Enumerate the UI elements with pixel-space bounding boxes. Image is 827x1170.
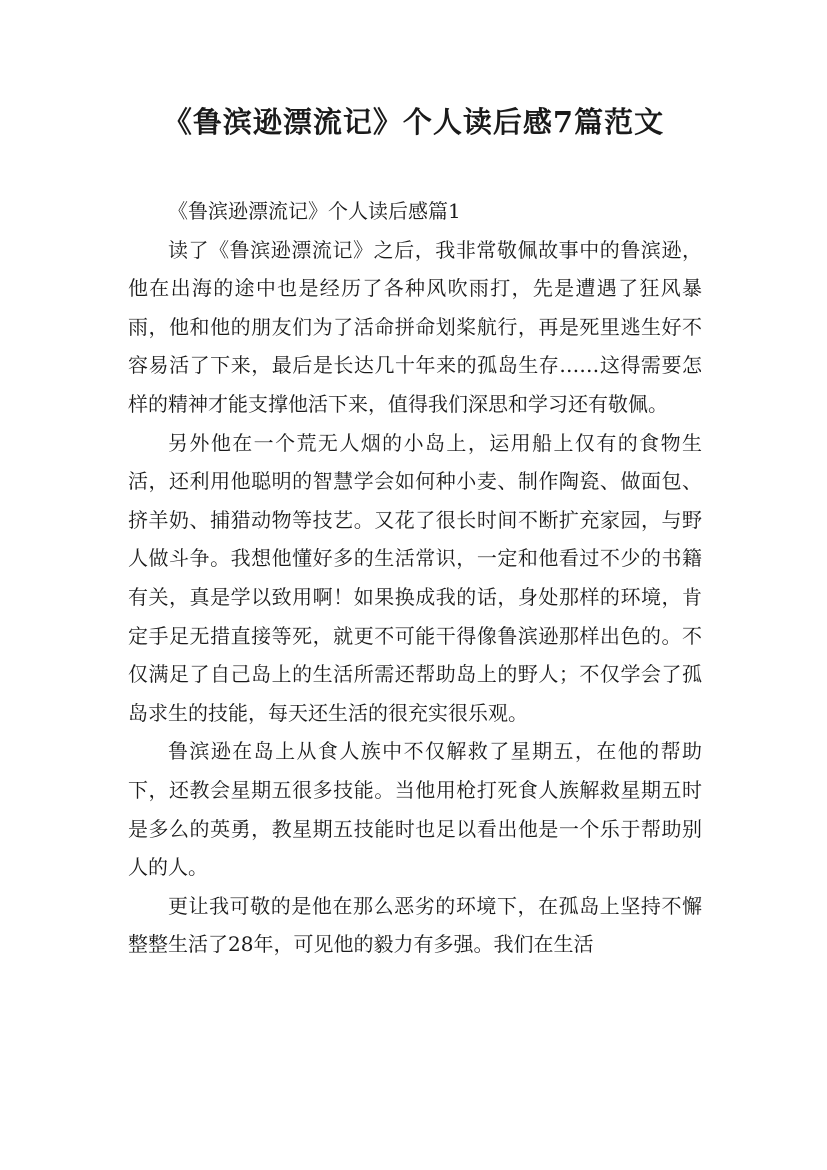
document-body: [128, 192, 702, 964]
document-title: 《鲁滨逊漂流记》个人读后感7篇范文: [162, 105, 665, 139]
section-heading: 《鲁滨逊漂流记》个人读后感篇1: [168, 199, 461, 223]
paragraph-1: 读了《鲁滨逊漂流记》之后，我非常敬佩故事中的鲁滨逊，他在出海的途中也是经历了各种风吹雨打，先是遭遇了狂风暴雨，他和他的朋友们为了活命拼命划桨航行，再是死里逃生好不容易活了下来，最后是长达几十年来的孤岛生存……这得需要怎样的精神才能支撑他活下来，值得我们深思和学习还有敬佩。: [128, 237, 702, 416]
paragraph-4: 更让我可敬的是他在那么恶劣的环境下，在孤岛上坚持不懈整整生活了28年，可见他的毅力有多强。我们在生活: [128, 893, 702, 957]
paragraph-2: 另外他在一个荒无人烟的小岛上，运用船上仅有的食物生活，还利用他聪明的智慧学会如何种小麦、制作陶瓷、做面包、挤羊奶、捕猎动物等技艺。又花了很长时间不断扩充家园，与野人做斗争。我想他懂好多的生活常识，一定和他看过不少的书籍有关，真是学以致用啊！如果换成我的话，身处那样的环境，肯定手足无措直接等死，就更不可能干得像鲁滨逊那样出色的。不仅满足了自己岛上的生活所需还帮助岛上的野人；不仅学会了孤岛求生的技能，每天还生活的很充实很乐观。: [128, 430, 702, 725]
paragraph-3: 鲁滨逊在岛上从食人族中不仅解救了星期五，在他的帮助下，还教会星期五很多技能。当他用枪打死食人族解救星期五时是多么的英勇，教星期五技能时也足以看出他是一个乐于帮助别人的人。: [128, 739, 702, 880]
